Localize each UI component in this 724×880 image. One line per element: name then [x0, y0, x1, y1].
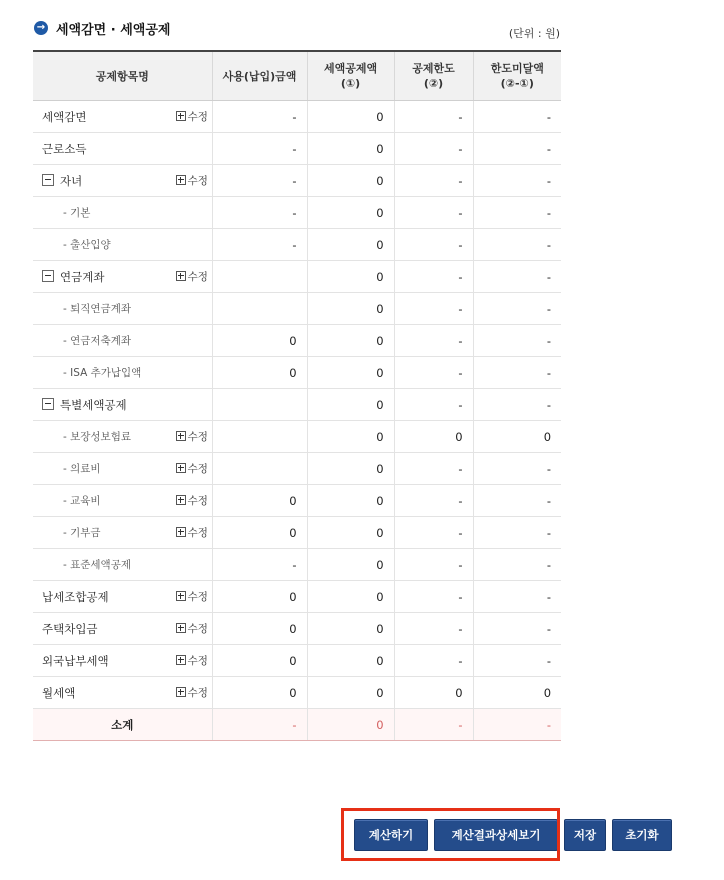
- row-edit-cell: [172, 197, 212, 229]
- collapse-icon[interactable]: [42, 174, 54, 186]
- cell-credit: 0: [307, 229, 394, 261]
- row-name: [33, 613, 172, 645]
- subtotal-credit: 0: [307, 709, 394, 741]
- subtotal-amount: -: [212, 709, 307, 741]
- cell-credit: 0: [307, 421, 394, 453]
- cell-limit: -: [394, 645, 473, 677]
- row-name[interactable]: [33, 165, 172, 197]
- cell-credit: 0: [307, 261, 394, 293]
- subtotal-limit: -: [394, 709, 473, 741]
- plus-box-icon[interactable]: [176, 431, 186, 441]
- cell-amount: 0: [212, 325, 307, 357]
- cell-under: -: [473, 229, 561, 261]
- cell-under: -: [473, 581, 561, 613]
- edit-link[interactable]: 수정: [187, 463, 208, 475]
- table-row: [33, 613, 561, 645]
- cell-credit: 0: [307, 677, 394, 709]
- table-row: [33, 677, 561, 709]
- cell-amount: [212, 453, 307, 485]
- cell-limit: -: [394, 229, 473, 261]
- save-button[interactable]: 저장: [564, 819, 606, 851]
- table-row: [33, 165, 561, 197]
- cell-under: -: [473, 485, 561, 517]
- table-row: [33, 101, 561, 133]
- cell-limit: -: [394, 517, 473, 549]
- row-edit-cell[interactable]: [172, 613, 212, 645]
- row-edit-cell[interactable]: [172, 581, 212, 613]
- cell-credit: 0: [307, 613, 394, 645]
- row-name: [33, 133, 172, 165]
- row-edit-cell[interactable]: [172, 453, 212, 485]
- cell-limit: -: [394, 613, 473, 645]
- cell-amount: -: [212, 133, 307, 165]
- row-label: 월세액: [42, 685, 76, 700]
- cell-credit: 0: [307, 325, 394, 357]
- edit-link[interactable]: 수정: [187, 175, 208, 187]
- row-label: - 의료비: [63, 463, 101, 475]
- row-label: - 기부금: [63, 527, 101, 539]
- table-row: [33, 357, 561, 389]
- cell-amount: 0: [212, 485, 307, 517]
- cell-amount: -: [212, 165, 307, 197]
- row-name: [33, 357, 172, 389]
- cell-credit: 0: [307, 485, 394, 517]
- cell-limit: -: [394, 293, 473, 325]
- table-row: [33, 229, 561, 261]
- row-name: [33, 517, 172, 549]
- cell-under: 0: [473, 421, 561, 453]
- row-edit-cell[interactable]: [172, 261, 212, 293]
- cell-limit: -: [394, 581, 473, 613]
- row-name: [33, 453, 172, 485]
- cell-amount: 0: [212, 517, 307, 549]
- row-edit-cell[interactable]: [172, 421, 212, 453]
- row-edit-cell[interactable]: [172, 517, 212, 549]
- header-limit: 공제한도 (②): [394, 51, 473, 101]
- row-edit-cell: [172, 389, 212, 421]
- cell-credit: 0: [307, 549, 394, 581]
- cell-under: 0: [473, 677, 561, 709]
- collapse-icon[interactable]: [42, 270, 54, 282]
- row-edit-cell: [172, 549, 212, 581]
- cell-credit: 0: [307, 293, 394, 325]
- table-row: [33, 389, 561, 421]
- cell-limit: -: [394, 101, 473, 133]
- header-credit: 세액공제액 (①): [307, 51, 394, 101]
- row-edit-cell[interactable]: [172, 165, 212, 197]
- unit-label: (단위 : 원): [508, 27, 560, 40]
- table-row: [33, 133, 561, 165]
- cell-amount: -: [212, 229, 307, 261]
- plus-box-icon[interactable]: [176, 495, 186, 505]
- row-label: - ISA 추가납입액: [63, 367, 142, 379]
- row-label: 외국납부세액: [42, 653, 109, 668]
- header-under-limit: 한도미달액 (②-①): [473, 51, 561, 101]
- cell-amount: [212, 421, 307, 453]
- row-label: 주택차입금: [42, 621, 98, 636]
- row-label: 세액감면: [42, 109, 87, 124]
- row-edit-cell[interactable]: [172, 485, 212, 517]
- row-edit-cell: [172, 293, 212, 325]
- header-item: 공제항목명: [33, 51, 212, 101]
- table-row: [33, 325, 561, 357]
- row-label: 연금계좌: [60, 269, 105, 284]
- cell-amount: -: [212, 197, 307, 229]
- row-edit-cell[interactable]: [172, 101, 212, 133]
- cell-under: -: [473, 357, 561, 389]
- cell-limit: -: [394, 133, 473, 165]
- cell-amount: 0: [212, 645, 307, 677]
- row-name: [33, 549, 172, 581]
- cell-credit: 0: [307, 357, 394, 389]
- row-label: - 교육비: [63, 495, 101, 507]
- cell-credit: 0: [307, 165, 394, 197]
- cell-limit: -: [394, 549, 473, 581]
- plus-box-icon[interactable]: [176, 111, 186, 121]
- cell-under: -: [473, 453, 561, 485]
- header-amount: 사용(납입)금액: [212, 51, 307, 101]
- cell-amount: [212, 389, 307, 421]
- cell-under: -: [473, 197, 561, 229]
- row-name: [33, 581, 172, 613]
- cell-credit: 0: [307, 197, 394, 229]
- table-row: [33, 645, 561, 677]
- cell-under: -: [473, 165, 561, 197]
- section-title-text: 세액감면 · 세액공제: [56, 22, 171, 38]
- cell-amount: 0: [212, 581, 307, 613]
- plus-box-icon[interactable]: [176, 175, 186, 185]
- cell-limit: -: [394, 325, 473, 357]
- row-name: [33, 229, 172, 261]
- view-detail-button[interactable]: 계산결과상세보기: [434, 819, 558, 851]
- cell-amount: 0: [212, 677, 307, 709]
- cell-under: -: [473, 325, 561, 357]
- row-label: 납세조합공제: [42, 589, 109, 604]
- table-row: [33, 293, 561, 325]
- row-label: - 퇴직연금계좌: [63, 303, 131, 315]
- table-row: [33, 485, 561, 517]
- row-edit-cell[interactable]: [172, 645, 212, 677]
- calculate-button[interactable]: 계산하기: [354, 819, 428, 851]
- section-title: [34, 18, 170, 38]
- row-label: - 출산입양: [63, 239, 111, 251]
- row-label: - 표준세액공제: [63, 559, 131, 571]
- button-bar: [354, 819, 672, 851]
- subtotal-under: -: [473, 709, 561, 741]
- edit-link[interactable]: 수정: [187, 591, 208, 603]
- table-row: [33, 549, 561, 581]
- tax-credit-table: [33, 50, 561, 741]
- cell-under: -: [473, 517, 561, 549]
- cell-under: -: [473, 133, 561, 165]
- row-name: [33, 293, 172, 325]
- row-name: [33, 421, 172, 453]
- arrow-right-circle-icon: →: [34, 21, 48, 35]
- cell-limit: -: [394, 357, 473, 389]
- cell-amount: [212, 293, 307, 325]
- row-name[interactable]: [33, 261, 172, 293]
- cell-limit: -: [394, 197, 473, 229]
- cell-under: -: [473, 645, 561, 677]
- cell-limit: -: [394, 261, 473, 293]
- cell-limit: 0: [394, 421, 473, 453]
- cell-limit: -: [394, 453, 473, 485]
- row-name[interactable]: [33, 389, 172, 421]
- cell-amount: -: [212, 101, 307, 133]
- reset-button[interactable]: 초기화: [612, 819, 672, 851]
- row-edit-cell: [172, 325, 212, 357]
- cell-limit: -: [394, 389, 473, 421]
- row-label: 근로소득: [42, 141, 87, 156]
- edit-link[interactable]: 수정: [187, 111, 208, 123]
- cell-credit: 0: [307, 581, 394, 613]
- table-row: [33, 581, 561, 613]
- row-name: [33, 677, 172, 709]
- plus-box-icon[interactable]: [176, 623, 186, 633]
- row-edit-cell: [172, 229, 212, 261]
- cell-credit: 0: [307, 453, 394, 485]
- cell-amount: [212, 261, 307, 293]
- cell-limit: 0: [394, 677, 473, 709]
- row-name: [33, 101, 172, 133]
- cell-credit: 0: [307, 101, 394, 133]
- cell-under: -: [473, 613, 561, 645]
- subtotal-row: [33, 709, 561, 741]
- row-label: 특별세액공제: [60, 397, 127, 412]
- table-row: [33, 197, 561, 229]
- cell-amount: 0: [212, 357, 307, 389]
- cell-credit: 0: [307, 645, 394, 677]
- row-edit-cell: [172, 357, 212, 389]
- plus-box-icon[interactable]: [176, 655, 186, 665]
- plus-box-icon[interactable]: [176, 687, 186, 697]
- cell-under: -: [473, 101, 561, 133]
- plus-box-icon[interactable]: [176, 591, 186, 601]
- cell-amount: -: [212, 549, 307, 581]
- row-label: - 연금저축계좌: [63, 335, 131, 347]
- cell-under: -: [473, 261, 561, 293]
- collapse-icon[interactable]: [42, 398, 54, 410]
- edit-link[interactable]: 수정: [187, 271, 208, 283]
- edit-link[interactable]: 수정: [187, 623, 208, 635]
- row-label: - 기본: [63, 207, 91, 219]
- cell-credit: 0: [307, 389, 394, 421]
- row-name: [33, 197, 172, 229]
- row-name: [33, 485, 172, 517]
- cell-under: -: [473, 549, 561, 581]
- row-label: - 보장성보험료: [63, 431, 131, 443]
- cell-amount: 0: [212, 613, 307, 645]
- subtotal-label: 소계: [33, 709, 212, 741]
- plus-box-icon[interactable]: [176, 271, 186, 281]
- edit-link[interactable]: 수정: [187, 687, 208, 699]
- table-row: [33, 517, 561, 549]
- row-name: [33, 325, 172, 357]
- table-row: [33, 453, 561, 485]
- row-edit-cell[interactable]: [172, 677, 212, 709]
- table-header-row: [33, 51, 561, 101]
- edit-link[interactable]: 수정: [187, 527, 208, 539]
- edit-link[interactable]: 수정: [187, 655, 208, 667]
- cell-limit: -: [394, 165, 473, 197]
- edit-link[interactable]: 수정: [187, 431, 208, 443]
- row-label: 자녀: [60, 173, 83, 188]
- plus-box-icon[interactable]: [176, 463, 186, 473]
- cell-under: -: [473, 293, 561, 325]
- table-row: [33, 261, 561, 293]
- cell-under: -: [473, 389, 561, 421]
- cell-limit: -: [394, 485, 473, 517]
- cell-credit: 0: [307, 133, 394, 165]
- plus-box-icon[interactable]: [176, 527, 186, 537]
- edit-link[interactable]: 수정: [187, 495, 208, 507]
- cell-credit: 0: [307, 517, 394, 549]
- row-name: [33, 645, 172, 677]
- row-edit-cell: [172, 133, 212, 165]
- table-row: [33, 421, 561, 453]
